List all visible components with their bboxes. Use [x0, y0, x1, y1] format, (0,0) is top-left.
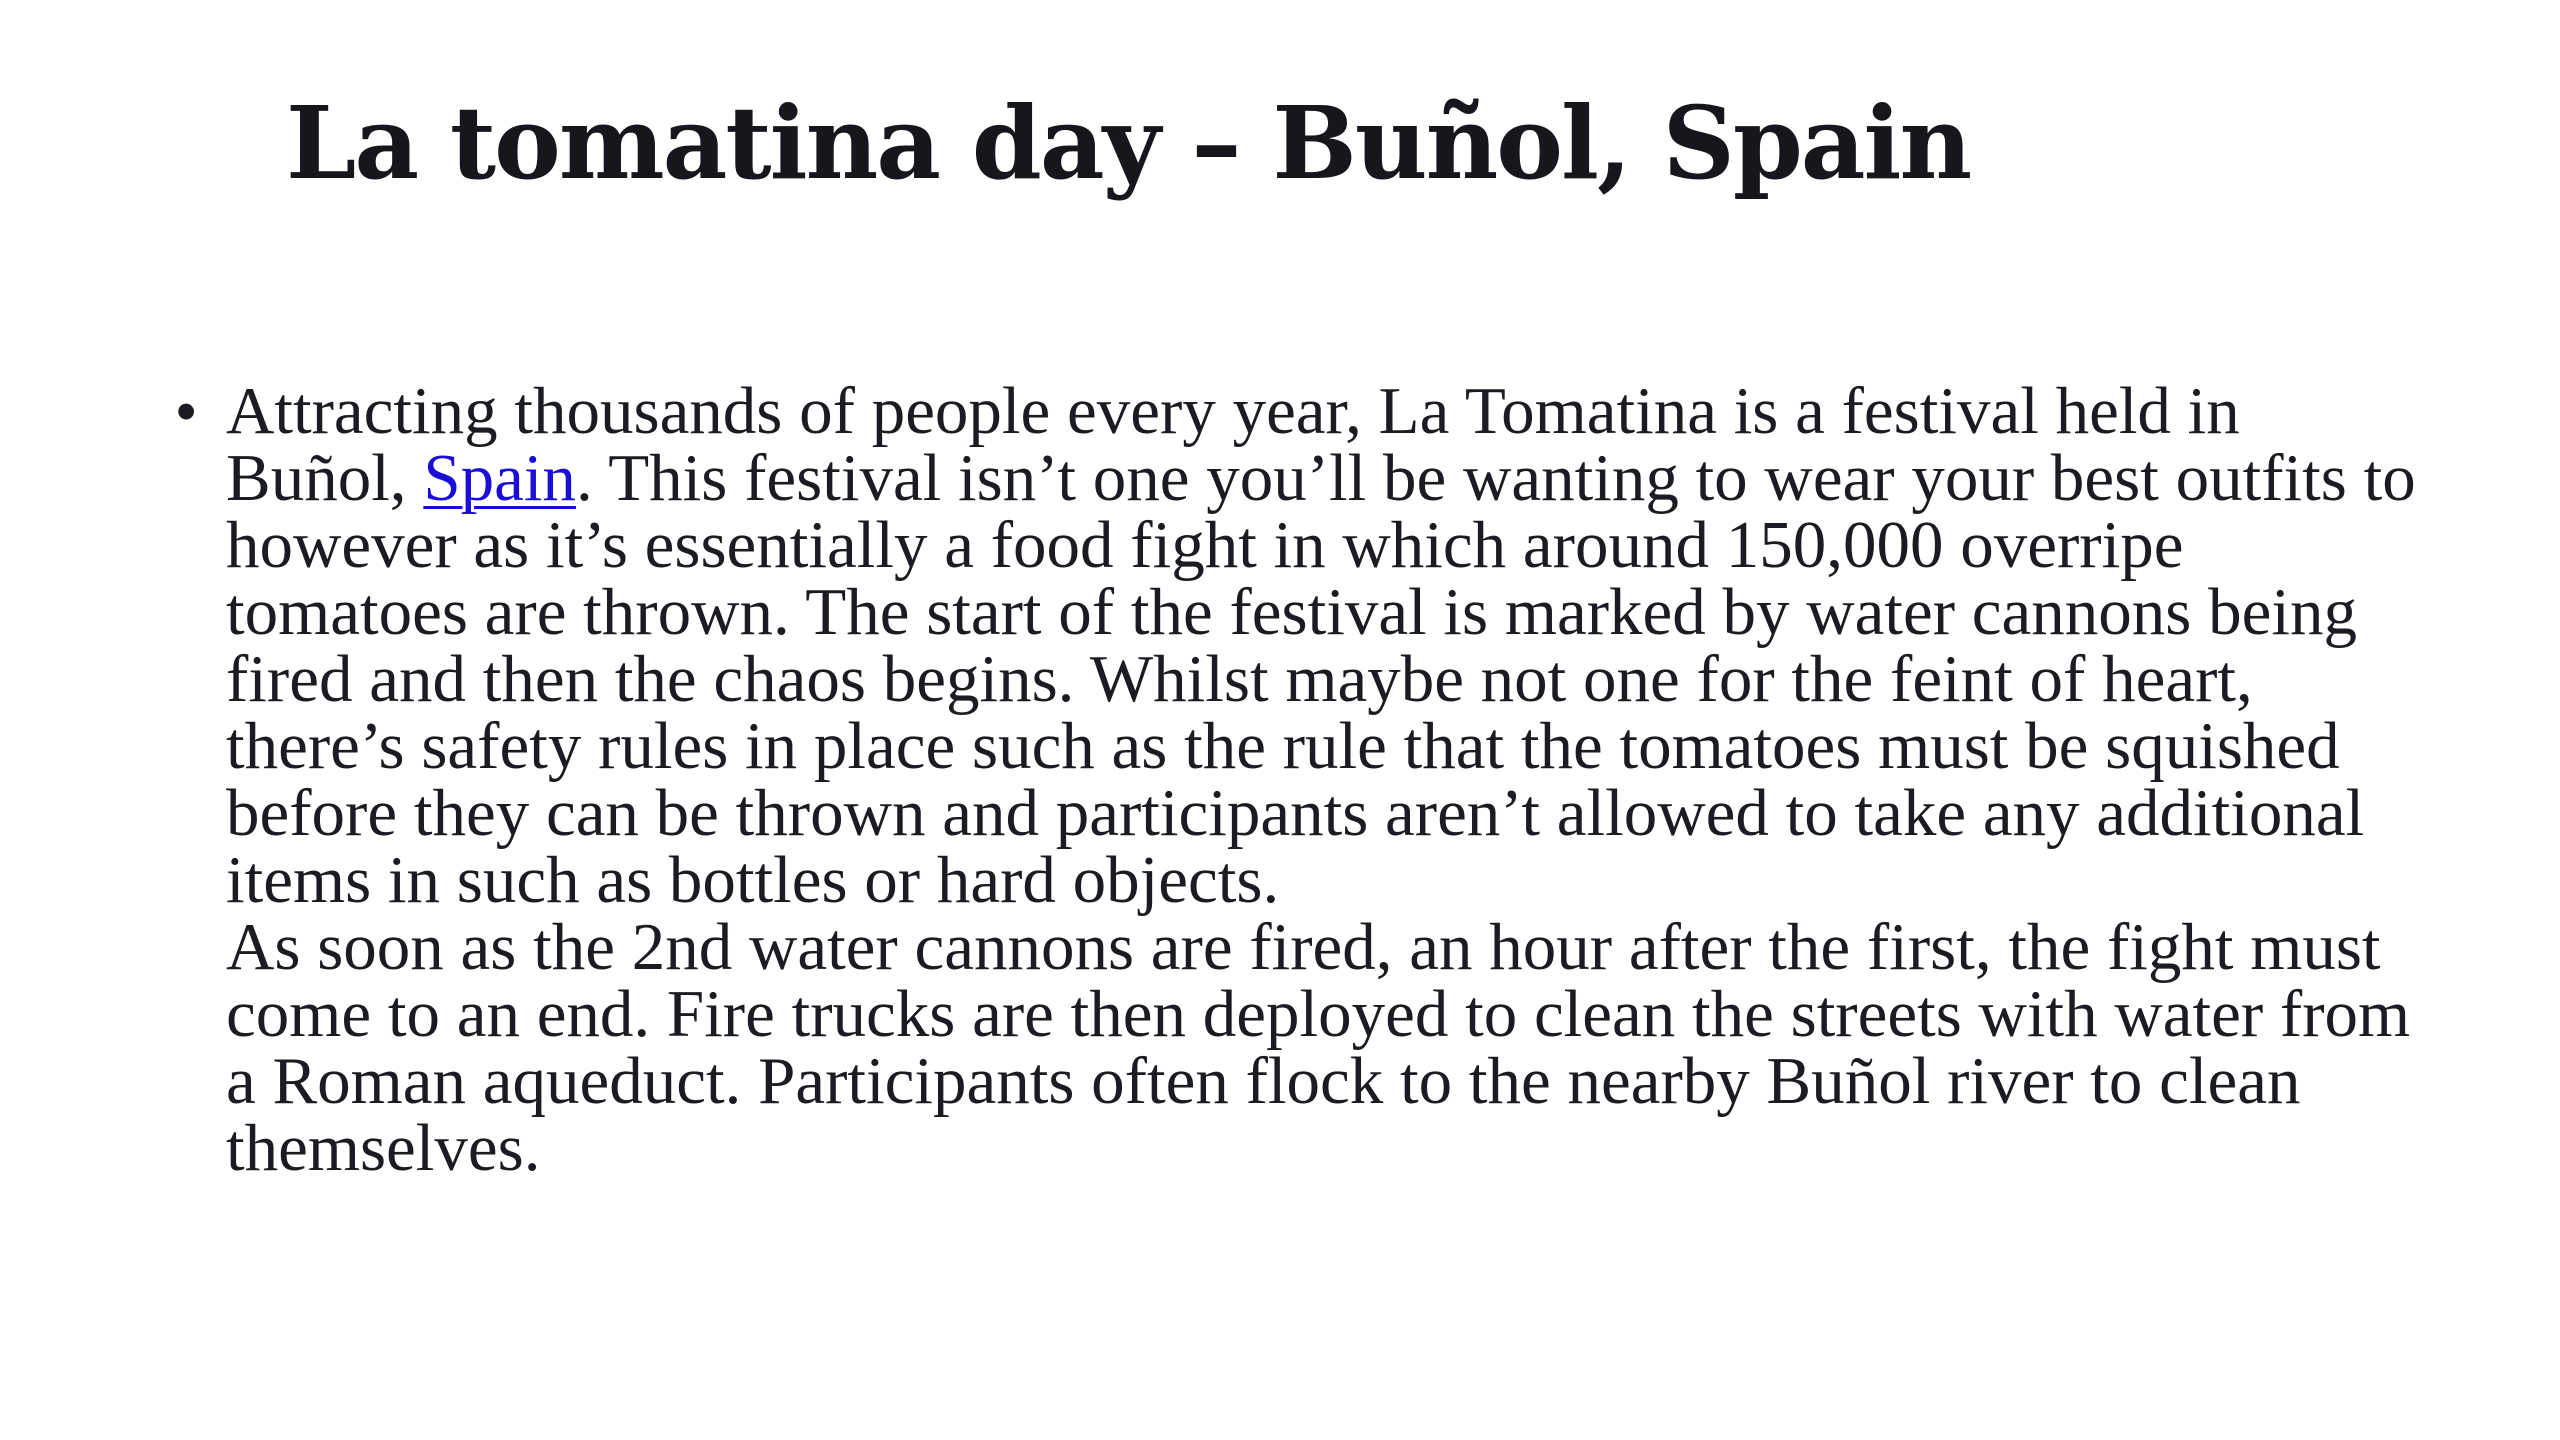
slide-title: La tomatina day – Buñol, Spain: [286, 84, 1971, 202]
paragraph-1-text-end: . This festival isn’t one you’ll be wanting to wear your best outfits to however as it’s essentially a food fight in which around 150,000 overripe tomatoes are thrown. The start of the festival is marked by water cannons being fired and then the chaos begins. Whilst maybe not one for the feint of heart, there’s safety rules in place such as the rule that the tomatoes must be squished before they can be thrown and participants aren’t allowed to take any additional items in such as bottles or hard objects.: [226, 441, 2416, 917]
bullet-item: [176, 374, 2416, 1185]
paragraph-1: [226, 374, 2416, 917]
paragraph-2: As soon as the 2nd water cannons are fired, an hour after the first, the fight must come to an end. Fire trucks are then deployed to clean the streets with water from a Roman aqueduct. Participants often flock to the nearby Buñol river to clean themselves.: [226, 910, 2411, 1185]
slide-body: [176, 374, 2416, 1185]
spain-link[interactable]: Spain: [423, 441, 576, 515]
bullet-icon: •: [176, 379, 197, 444]
paragraph-1-text-start: Attracting thousands of people every year, La Tomatina is a festival held in Buñol,: [226, 374, 2240, 515]
